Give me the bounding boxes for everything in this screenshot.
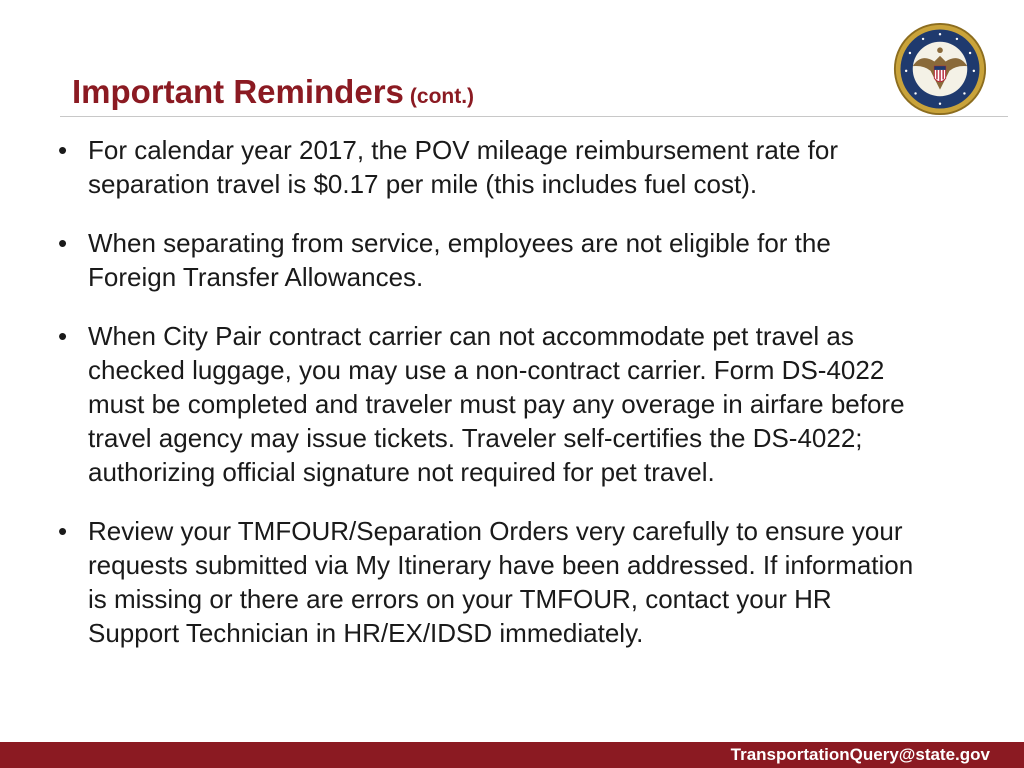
bullet-text: When City Pair contract carrier can not accommodate pet travel as checked luggage, you may use a non-contract carrier. Form DS-4022 must be completed and traveler must pay any overage in airfare before travel agency may issue tickets. Traveler self-certifies the DS-4022; authorizing official signature not required for pet travel. (88, 321, 905, 487)
bullet-icon: • (58, 228, 68, 258)
title-divider (60, 116, 1008, 117)
department-of-state-seal-icon (893, 22, 987, 116)
bullet-item (56, 319, 916, 489)
bullet-icon: • (58, 135, 68, 165)
bullet-item (56, 514, 916, 650)
slide-title (72, 72, 474, 117)
bullet-icon: • (58, 516, 68, 546)
bullet-icon: • (58, 321, 68, 351)
title-main: Important Reminders (72, 73, 404, 110)
bullet-item (56, 133, 916, 201)
bullet-list (56, 133, 916, 675)
bullet-text: Review your TMFOUR/Separation Orders very carefully to ensure your requests submitted via My Itinerary have been addressed. If information is missing or there are errors on your TMFOUR, contact your HR Support Technician in HR/EX/IDSD immediately. (88, 516, 914, 648)
bullet-text: When separating from service, employees are not eligible for the Foreign Transfer Allowances. (88, 228, 831, 292)
bullet-text: For calendar year 2017, the POV mileage reimbursement rate for separation travel is $0.17 per mile (this includes fuel cost). (88, 135, 839, 199)
bullet-item (56, 226, 916, 294)
footer-bar (0, 742, 1024, 768)
title-cont: (cont.) (409, 85, 475, 108)
footer-email-link[interactable]: TransportationQuery@state.gov (730, 745, 990, 764)
